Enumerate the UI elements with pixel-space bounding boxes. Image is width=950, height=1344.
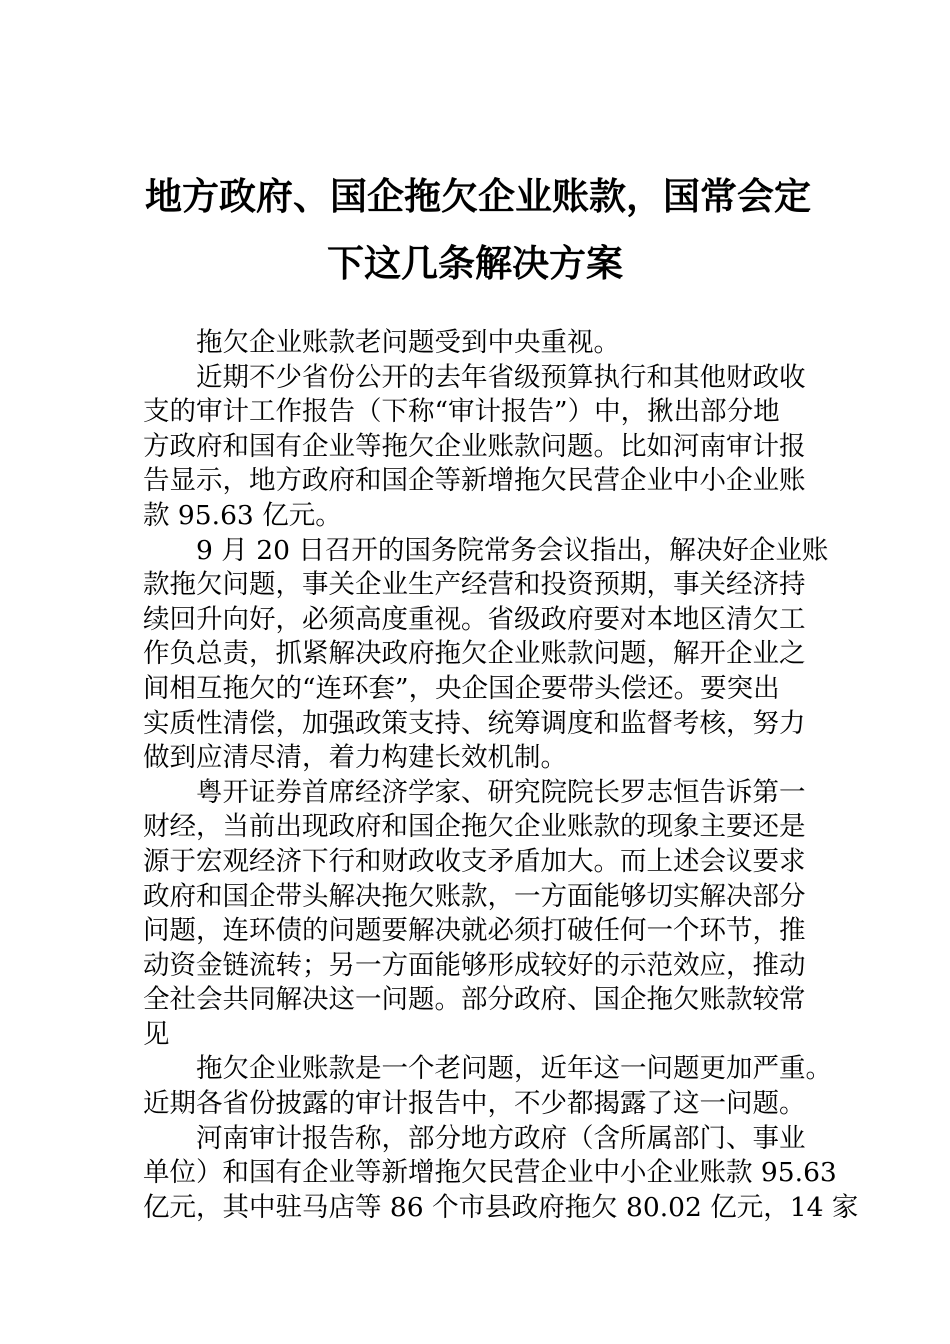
body-line: 单位）和国有企业等新增拖欠民营企业中小企业账款 95.63 [143, 1157, 837, 1189]
document-title-line-2: 下这几条解决方案 [327, 242, 623, 285]
body-line: 续回升向好，必须高度重视。省级政府要对本地区清欠工 [143, 603, 806, 635]
body-line: 支的审计工作报告（下称“审计报告”）中，揪出部分地 [143, 396, 780, 428]
body-line: 近期不少省份公开的去年省级预算执行和其他财政收 [196, 361, 806, 393]
body-line: 9 月 20 日召开的国务院常务会议指出，解决好企业账 [196, 534, 829, 566]
body-line: 源于宏观经济下行和财政收支矛盾加大。而上述会议要求 [143, 845, 806, 877]
body-line: 全社会共同解决这一问题。部分政府、国企拖欠账款较常 [143, 984, 806, 1016]
body-line: 拖欠企业账款老问题受到中央重视。 [196, 327, 620, 358]
body-line: 实质性清偿，加强政策支持、统筹调度和监督考核，努力 [143, 707, 806, 739]
body-line: 政府和国企带头解决拖欠账款，一方面能够切实解决部分 [143, 880, 806, 912]
body-line: 见 [143, 1018, 170, 1050]
body-line: 拖欠企业账款是一个老问题，近年这一问题更加严重。 [196, 1053, 832, 1085]
body-line: 近期各省份披露的审计报告中，不少都揭露了这一问题。 [143, 1088, 806, 1120]
body-line: 河南审计报告称，部分地方政府（含所属部门、事业 [196, 1122, 806, 1154]
body-line: 做到应清尽清，着力构建长效机制。 [143, 742, 567, 774]
body-line: 告显示，地方政府和国企等新增拖欠民营企业中小企业账 [143, 465, 806, 497]
body-line: 亿元，其中驻马店等 86 个市县政府拖欠 80.02 亿元，14 家 [143, 1191, 859, 1223]
body-line: 款拖欠问题，事关企业生产经营和投资预期，事关经济持 [143, 569, 806, 601]
body-line: 款 95.63 亿元。 [143, 499, 342, 531]
body-line: 方政府和国有企业等拖欠企业账款问题。比如河南审计报 [143, 430, 806, 462]
body-line: 动资金链流转；另一方面能够形成较好的示范效应，推动 [143, 949, 806, 981]
document-body [143, 326, 859, 1225]
body-line: 间相互拖欠的“连环套”，央企国企要带头偿还。要突出 [143, 672, 780, 704]
body-line: 作负总责，抓紧解决政府拖欠企业账款问题，解开企业之 [143, 638, 806, 670]
body-line: 粤开证券首席经济学家、研究院院长罗志恒告诉第一 [196, 776, 806, 808]
body-line: 问题，连环债的问题要解决就必须打破任何一个环节，推 [143, 915, 806, 947]
document-title-line-1: 地方政府、国企拖欠企业账款，国常会定 [145, 175, 811, 218]
body-line: 财经，当前出现政府和国企拖欠企业账款的现象主要还是 [143, 811, 806, 843]
